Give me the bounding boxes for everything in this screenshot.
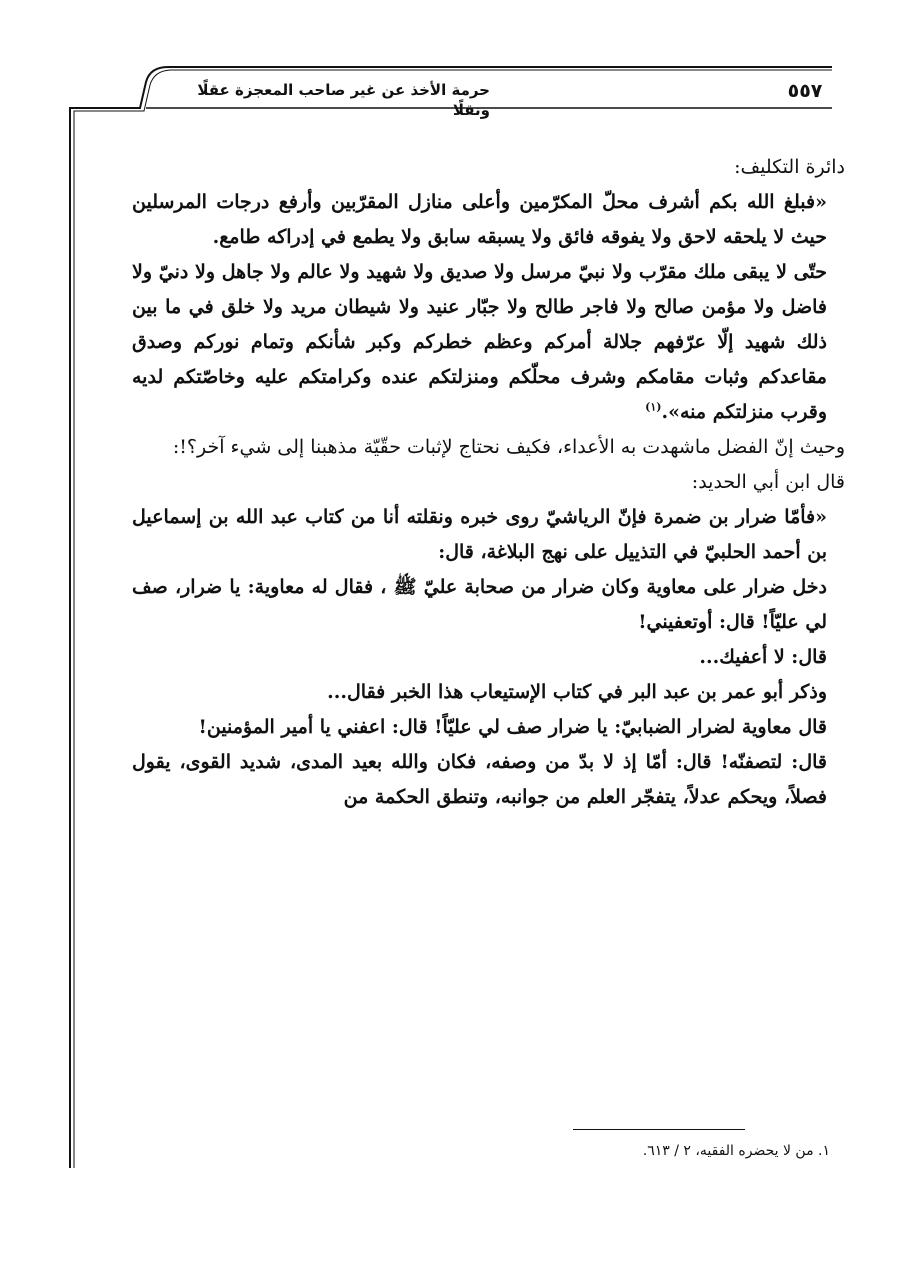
quote-paragraph: «فأمّا ضرار بن ضمرة فإنّ الرياشيّ روى خبره ونقلته أنا من كتاب عبد الله بن إسماعيل بن أحمد الحلبيّ في التذييل على نهج البلاغة، قال: — [132, 506, 827, 563]
running-title: حرمة الأخذ عن غير صاحب المعجزة عقلًا ونقلًا — [197, 81, 490, 119]
quote-paragraph — [132, 255, 827, 430]
body-text — [132, 150, 845, 815]
footnote-rule — [573, 1129, 745, 1130]
footnote: ١. من لا يحضره الفقيه، ٢ / ٦١٣. — [642, 1143, 830, 1159]
page-number: ٥٥٧ — [787, 80, 823, 102]
quote-paragraph: «فبلغ الله بكم أشرف محلّ المكرّمين وأعلى منازل المقرّبين وأرفع درجات المرسلين حيث لا يلحقه لاحق ولا يفوقه فائق ولا يسبقه سابق ولا يطمع في إدراكه طامع. — [132, 191, 827, 248]
paragraph: وحيث إنّ الفضل ماشهدت به الأعداء، فكيف نحتاج لإثبات حقّيّة مذهبنا إلى شيء آخر؟!: — [172, 436, 845, 458]
paragraph: قال ابن أبي الحديد: — [691, 471, 845, 493]
paragraph: دائرة التكليف: — [734, 156, 845, 178]
paragraph-text: حتّى لا يبقى ملك مقرّب ولا نبيّ مرسل ولا صديق ولا شهيد ولا عالم ولا جاهل ولا دنيّ ولا فاضل ولا مؤمن صالح ولا فاجر طالح ولا جبّار عنيد ولا شيطان مريد ولا خلق في ما بين ذلك شهيد إلّا عرّفهم جلالة أمركم وعظم خطركم وكبر شأنكم وتمام نوركم وصدق مقاعدكم وثبات مقامكم وشرف محلّكم ومنزلتكم عنده وكرامتكم عليه وخاصّتكم لديه وقرب منزلتكم منه». — [132, 261, 827, 423]
footnote-ref: (١) — [645, 400, 662, 414]
quote-paragraph: قال: لتصفنّه! قال: أمّا إذ لا بدّ من وصفه، فكان والله بعيد المدى، شديد القوى، يقول فصلاً، ويحكم عدلاً، يتفجّر العلم من جوانبه، وتنطق الحكمة من — [132, 751, 827, 808]
quote-paragraph: قال معاوية لضرار الضبابيّ: يا ضرار صف لي عليّاً! قال: اعفني يا أمير المؤمنين! — [198, 716, 827, 738]
quote-paragraph: دخل ضرار على معاوية وكان ضرار من صحابة عليّ ﷺ ، فقال له معاوية: يا ضرار، صف لي عليّاً! قال: أوتعفيني! — [132, 576, 827, 633]
quote-paragraph: وذكر أبو عمر بن عبد البر في كتاب الإستيعاب هذا الخبر فقال... — [327, 681, 827, 703]
quote-paragraph: قال: لا أعفيك... — [699, 646, 827, 668]
